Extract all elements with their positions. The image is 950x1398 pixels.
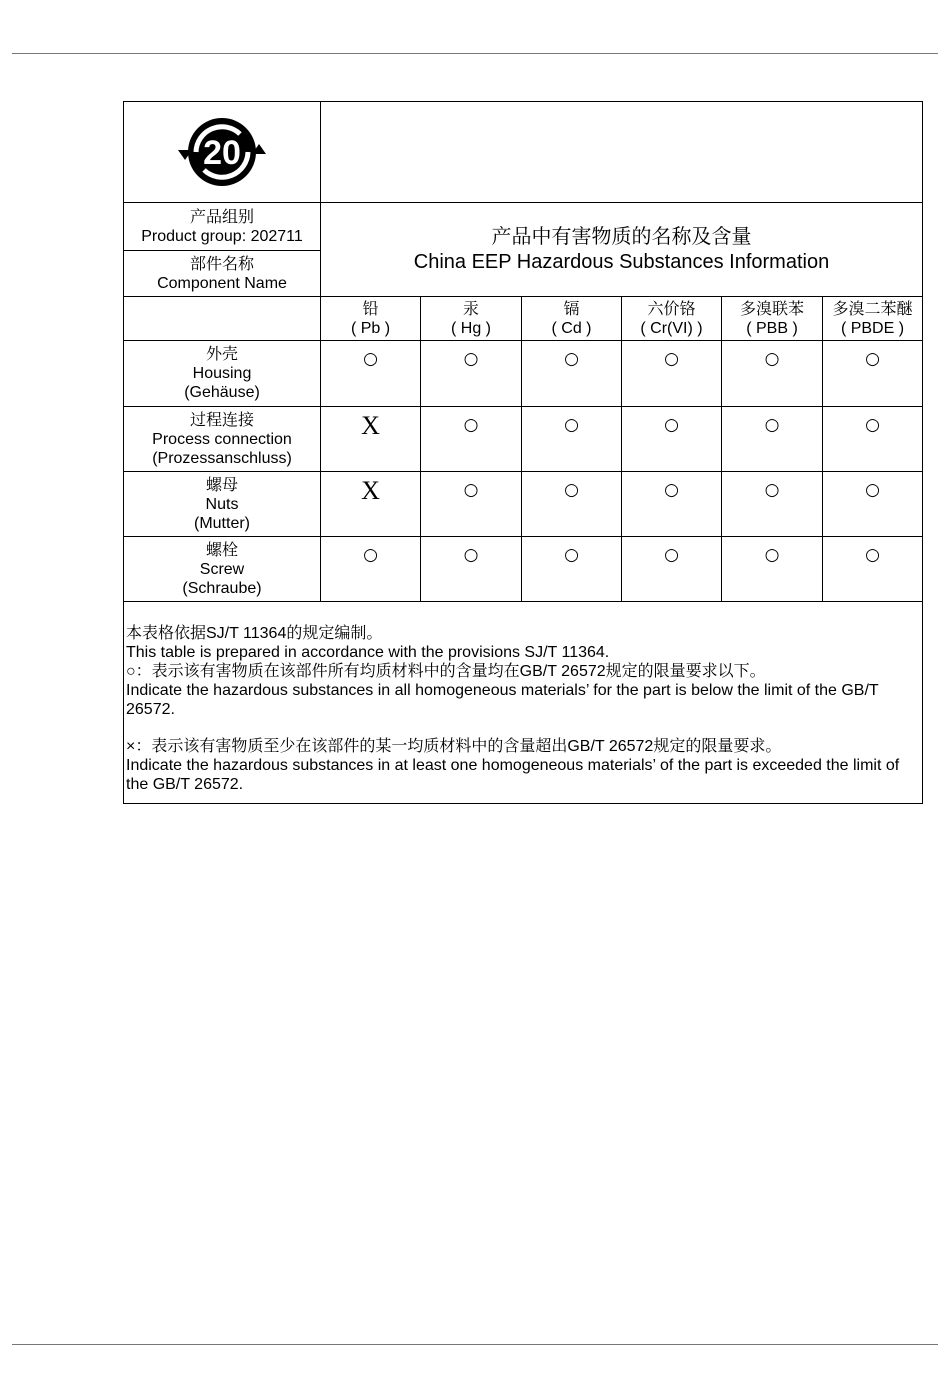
- substance-cn: 六价铬: [647, 300, 696, 318]
- note-x-en: Indicate the hazardous substances in at least one homogeneous materials’ of the part is exceeded the limit of the GB/T 26572.: [126, 757, 900, 793]
- compliant-mark: ○: [463, 545, 479, 565]
- efup-20-logo: [176, 114, 268, 190]
- substance-header-pbb: [721, 296, 823, 341]
- component-en: Housing: [192, 365, 252, 382]
- compliant-mark: ○: [463, 480, 479, 500]
- component-de: (Gehäuse): [184, 384, 260, 401]
- component-row-process-connection: [123, 406, 321, 472]
- table-title-cn: 产品中有害物质的名称及含量: [491, 225, 752, 248]
- component-de: (Prozessanschluss): [152, 449, 292, 467]
- note-spacer: [126, 719, 920, 737]
- substance-header-pbde: [822, 296, 923, 341]
- substance-symbol: ( Cd ): [551, 319, 592, 337]
- compliant-mark: ○: [664, 480, 679, 500]
- note-standard-en: This table is prepared in accordance with the provisions SJ/T 11364.: [126, 644, 610, 661]
- notes-cell: [123, 601, 923, 804]
- header-blank-cell: [320, 101, 923, 203]
- exceeded-mark: X: [361, 476, 380, 505]
- mark-cell: [420, 406, 522, 472]
- table-title-cell: [320, 202, 923, 297]
- compliant-mark: ○: [564, 349, 579, 369]
- note-o-cn: ○：表示该有害物质在该部件所有均质材料中的含量均在GB/T 26572规定的限量要求以下。: [126, 663, 766, 680]
- table-title-en: China EEP Hazardous Substances Information: [413, 250, 830, 273]
- compliant-mark: ○: [363, 545, 378, 565]
- mark-cell: [521, 471, 622, 537]
- mark-cell: [320, 471, 421, 537]
- component-en: Screw: [199, 560, 245, 578]
- component-row-nuts: [123, 471, 321, 537]
- component-cn: 螺栓: [205, 541, 238, 559]
- mark-cell: [822, 536, 923, 602]
- substance-cn: 多溴联苯: [739, 300, 804, 318]
- component-en: Nuts: [205, 495, 239, 513]
- mark-cell: [320, 406, 421, 472]
- mark-cell: [822, 406, 923, 472]
- mark-cell: [721, 340, 823, 407]
- mark-cell: [320, 340, 421, 407]
- substance-symbol: ( Pb ): [350, 319, 391, 337]
- mark-cell: [621, 406, 722, 472]
- substance-cn: 镉: [563, 300, 580, 318]
- compliant-mark: ○: [764, 480, 780, 500]
- mark-cell: [521, 340, 622, 407]
- exceeded-mark: X: [361, 411, 380, 440]
- mark-cell: [420, 340, 522, 407]
- substance-header-crvi: [621, 296, 722, 341]
- substance-header-cd: [521, 296, 622, 341]
- substance-cn: 多溴二苯醚: [832, 300, 913, 318]
- compliant-mark: ○: [564, 415, 579, 435]
- compliant-mark: ○: [865, 545, 880, 565]
- compliant-mark: ○: [664, 349, 679, 369]
- substance-header-pb: [320, 296, 421, 341]
- compliant-mark: ○: [664, 545, 679, 565]
- note-o-en: Indicate the hazardous substances in all homogeneous materials’ for the part is below the limit of the GB/T 26572.: [126, 682, 879, 718]
- note-x-cn: ×：表示该有害物质至少在该部件的某一均质材料中的含量超出GB/T 26572规定的限量要求。: [126, 738, 782, 755]
- component-name-cn: 部件名称: [189, 255, 254, 273]
- mark-cell: [721, 536, 823, 602]
- top-rule: [12, 53, 938, 54]
- mark-cell: [822, 340, 923, 407]
- mark-cell: [521, 536, 622, 602]
- substance-header-blank: [123, 296, 321, 341]
- component-name-cell: [123, 250, 321, 297]
- product-group-en: Product group: 202711: [141, 227, 303, 245]
- component-de: (Schraube): [182, 579, 262, 597]
- mark-cell: [320, 536, 421, 602]
- compliant-mark: ○: [564, 480, 579, 500]
- component-cn: 螺母: [205, 476, 238, 494]
- mark-cell: [621, 536, 722, 602]
- compliant-mark: ○: [865, 415, 880, 435]
- substance-symbol: ( Cr(VI) ): [640, 319, 703, 337]
- mark-cell: [822, 471, 923, 537]
- component-de: (Mutter): [194, 514, 250, 532]
- substance-symbol: ( Hg ): [451, 319, 491, 337]
- bottom-rule: [12, 1344, 938, 1345]
- component-name-en: Component Name: [157, 274, 287, 292]
- compliant-mark: ○: [865, 349, 880, 369]
- mark-cell: [420, 471, 522, 537]
- compliant-mark: ○: [664, 415, 679, 435]
- mark-cell: [621, 471, 722, 537]
- note-standard-cn: 本表格依据SJ/T 11364的规定编制。: [126, 625, 383, 642]
- compliant-mark: ○: [463, 415, 479, 435]
- logo-number: 20: [203, 134, 241, 172]
- compliant-mark: ○: [764, 545, 780, 565]
- substance-header-hg: [420, 296, 522, 341]
- logo-cell: [123, 101, 321, 203]
- mark-cell: [721, 471, 823, 537]
- compliant-mark: ○: [564, 545, 579, 565]
- component-cn: 外壳: [205, 346, 238, 363]
- compliant-mark: ○: [764, 415, 780, 435]
- product-group-cell: [123, 202, 321, 251]
- mark-cell: [420, 536, 522, 602]
- substance-symbol: ( PBB ): [746, 319, 798, 337]
- substance-cn: 汞: [462, 300, 479, 318]
- compliant-mark: ○: [463, 349, 479, 369]
- component-row-screw: [123, 536, 321, 602]
- compliant-mark: ○: [764, 349, 780, 369]
- compliant-mark: ○: [865, 480, 880, 500]
- component-en: Process connection: [152, 430, 292, 448]
- mark-cell: [621, 340, 722, 407]
- component-row-housing: [123, 340, 321, 407]
- mark-cell: [521, 406, 622, 472]
- compliant-mark: ○: [363, 349, 378, 369]
- substance-cn: 铅: [362, 300, 379, 318]
- substance-symbol: ( PBDE ): [840, 319, 905, 337]
- product-group-cn: 产品组别: [189, 208, 254, 226]
- mark-cell: [721, 406, 823, 472]
- component-cn: 过程连接: [189, 411, 254, 429]
